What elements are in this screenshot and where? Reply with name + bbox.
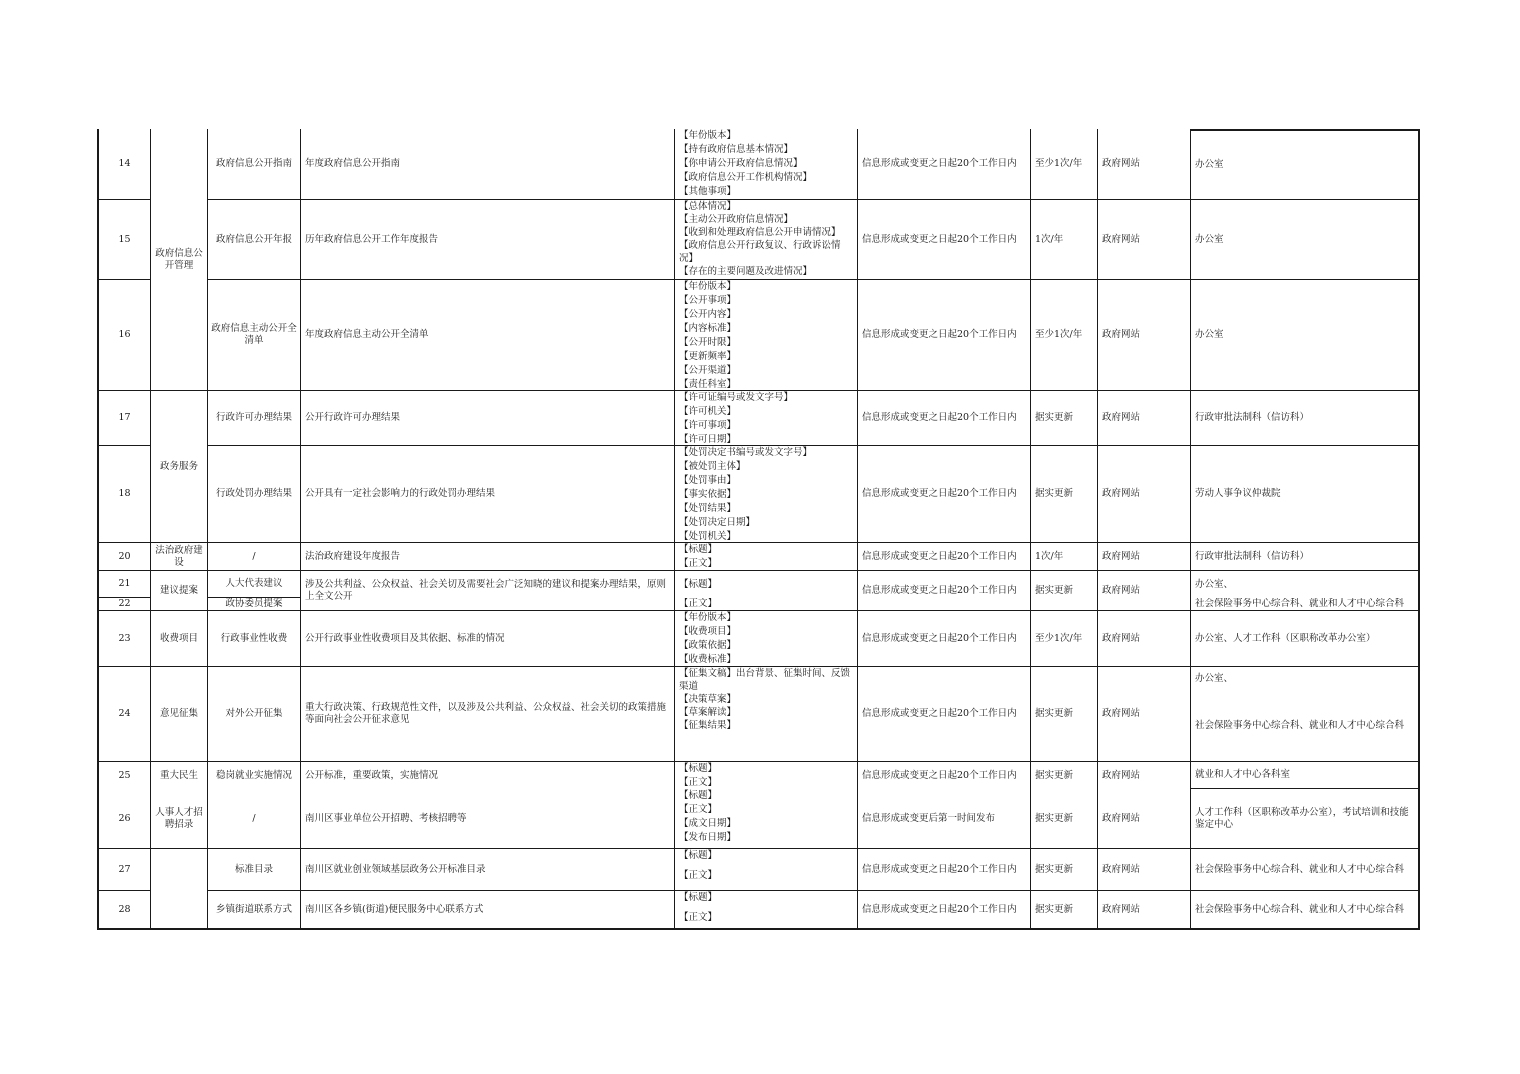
item-cell: 人大代表建议 [208,571,301,598]
item-cell: 稳岗就业实施情况 [208,762,301,789]
department-cell: 办公室、 [1191,571,1420,598]
department-cell: 社会保险事务中心综合科、就业和人才中心综合科 [1191,891,1420,930]
content-cell: 年度政府信息公开指南 [301,129,675,200]
channel-cell: 政府网站 [1098,789,1191,849]
department-cell: 办公室 [1191,129,1420,200]
element-item: 【公开内容】 [679,309,737,320]
department-line: 办公室、 [1195,673,1234,684]
frequency-cell: 至少1次/年 [1031,280,1098,391]
item-cell: 对外公开征集 [208,667,301,762]
frequency-cell: 1次/年 [1031,200,1098,280]
element-item: 【总体情况】 [679,201,737,212]
content-cell: 重大行政决策、行政规范性文件，以及涉及公共利益、公众权益、社会关切的政策措施等面向社会公开征求意见 [301,667,675,762]
time-limit-cell: 信息形成或变更之日起20个工作日内 [858,543,1031,571]
element-item: 【标题】 [679,763,718,774]
time-limit-cell: 信息形成或变更之日起20个工作日内 [858,762,1031,789]
element-item: 【公开事项】 [679,295,737,306]
elements-cell [675,391,858,446]
row-number: 18 [97,446,151,543]
element-item: 【正文】 [679,598,718,609]
frequency-cell: 据实更新 [1031,571,1098,611]
element-item: 【许可证编号或发文字号】 [679,392,794,403]
row-number: 25 [97,762,151,789]
element-item: 【收费项目】 [679,626,737,637]
item-cell: 行政事业性收费 [208,611,301,667]
channel-cell: 政府网站 [1098,200,1191,280]
channel-cell: 政府网站 [1098,762,1191,789]
time-limit-cell: 信息形成或变更之日起20个工作日内 [858,280,1031,391]
department-cell: 办公室 [1191,280,1420,391]
element-item: 【正文】 [679,912,718,923]
content-cell: 公开行政事业性收费项目及其依据、标准的情况 [301,611,675,667]
element-item: 【标题】 [679,850,718,861]
time-limit-cell: 信息形成或变更后第一时间发布 [858,789,1031,849]
row-number: 14 [97,129,151,200]
element-item: 【你申请公开政府信息情况】 [679,158,803,169]
row-number: 22 [97,598,151,611]
element-item: 【许可机关】 [679,406,737,417]
category-cell: 重大民生 [151,762,208,789]
element-item: 【更新频率】 [679,351,737,362]
content-cell: 法治政府建设年度报告 [301,543,675,571]
channel-cell: 政府网站 [1098,129,1191,200]
channel-cell: 政府网站 [1098,849,1191,891]
department-cell: 办公室 [1191,200,1420,280]
time-limit-cell: 信息形成或变更之日起20个工作日内 [858,891,1031,930]
elements-cell [675,129,858,200]
frequency-cell: 据实更新 [1031,891,1098,930]
department-cell: 就业和人才中心各科室 [1191,762,1420,789]
frequency-cell: 据实更新 [1031,762,1098,789]
content-cell: 南川区就业创业领域基层政务公开标准目录 [301,849,675,891]
item-cell: 乡镇街道联系方式 [208,891,301,930]
row-number: 28 [97,891,151,930]
elements-cell [675,891,858,930]
department-cell: 社会保险事务中心综合科、就业和人才中心综合科 [1191,598,1420,611]
element-item: 【主动公开政府信息情况】 [679,214,794,225]
element-item: 【处罚决定书编号或发文字号】 [679,447,813,458]
row-number: 26 [97,789,151,849]
time-limit-cell: 信息形成或变更之日起20个工作日内 [858,446,1031,543]
channel-cell: 政府网站 [1098,391,1191,446]
element-item: 【处罚事由】 [679,475,737,486]
row-number: 15 [97,200,151,280]
category-cell: 法治政府建设 [151,543,208,571]
element-item: 【标题】 [679,544,718,555]
element-item: 【公开渠道】 [679,365,737,376]
elements-cell [675,543,858,571]
department-cell: 办公室、人才工作科（区职称改革办公室） [1191,611,1420,667]
element-item: 【存在的主要问题及改进情况】 [679,266,813,277]
element-item: 【处罚结果】 [679,503,737,514]
element-item: 【其他事项】 [679,186,737,197]
element-item: 【标题】 [679,578,718,590]
frequency-cell: 据实更新 [1031,849,1098,891]
item-cell: / [208,789,301,849]
content-cell: 南川区各乡镇(街道)便民服务中心联系方式 [301,891,675,930]
frequency-cell: 据实更新 [1031,789,1098,849]
row-number: 23 [97,611,151,667]
content-cell: 涉及公共利益、公众权益、社会关切及需要社会广泛知晓的建议和提案办理结果，原则上全文公开 [301,571,675,611]
time-limit-cell: 信息形成或变更之日起20个工作日内 [858,667,1031,762]
channel-cell: 政府网站 [1098,280,1191,391]
content-cell: 历年政府信息公开工作年度报告 [301,200,675,280]
element-item: 【处罚决定日期】 [679,517,756,528]
frequency-cell: 至少1次/年 [1031,129,1098,200]
element-item: 【年份版本】 [679,281,737,292]
elements-cell [675,446,858,543]
element-item: 【处罚机关】 [679,531,737,542]
frequency-cell: 据实更新 [1031,446,1098,543]
element-item: 【年份版本】 [679,130,737,141]
element-item: 【标题】 [679,892,718,903]
item-cell: 政府信息公开年报 [208,200,301,280]
frequency-cell: 据实更新 [1031,667,1098,762]
channel-cell: 政府网站 [1098,543,1191,571]
item-cell: 政协委员提案 [208,598,301,611]
element-item: 【正文】 [679,777,718,788]
row-number: 24 [97,667,151,762]
element-item: 【正文】 [679,558,718,569]
channel-cell: 政府网站 [1098,571,1191,611]
element-item: 【决策草案】 [679,694,737,705]
item-cell: 行政许可办理结果 [208,391,301,446]
elements-cell [675,280,858,391]
row-number: 21 [97,571,151,598]
element-item: 【收到和处理政府信息公开申请情况】 [679,227,841,238]
department-cell: 劳动人事争议仲裁院 [1191,446,1420,543]
elements-cell [675,571,858,598]
department-cell: 社会保险事务中心综合科、就业和人才中心综合科 [1191,849,1420,891]
channel-cell: 政府网站 [1098,611,1191,667]
category-cell: 政务服务 [151,391,208,543]
row-number: 16 [97,280,151,391]
element-item: 【政府信息公开行政复议、行政诉讼情况】 [679,240,841,264]
department-cell [1191,667,1420,762]
department-cell: 行政审批法制科（信访科） [1191,391,1420,446]
element-item: 【政策依据】 [679,640,737,651]
frequency-cell: 据实更新 [1031,391,1098,446]
element-item: 【公开时限】 [679,337,737,348]
elements-cell [675,762,858,789]
element-item: 【标题】 [679,790,718,801]
element-item: 【许可事项】 [679,420,737,431]
item-cell: / [208,543,301,571]
row-number: 17 [97,391,151,446]
time-limit-cell: 信息形成或变更之日起20个工作日内 [858,129,1031,200]
category-cell: 人事人才招聘招录 [151,789,208,849]
department-cell: 人才工作科（区职称改革办公室），考试培训和技能鉴定中心 [1191,789,1420,849]
channel-cell: 政府网站 [1098,667,1191,762]
category-cell-empty [151,849,208,930]
element-item: 【成文日期】 [679,818,737,829]
time-limit-cell: 信息形成或变更之日起20个工作日内 [858,849,1031,891]
element-item: 【收费标准】 [679,654,737,665]
element-item: 【许可日期】 [679,434,737,445]
element-item: 【征集文稿】出台背景、征集时间、反馈渠道 [679,668,851,692]
item-cell: 标准目录 [208,849,301,891]
element-item: 【被处罚主体】 [679,461,746,472]
channel-cell: 政府网站 [1098,891,1191,930]
element-item: 【内容标准】 [679,323,737,334]
content-cell: 公开行政许可办理结果 [301,391,675,446]
category-cell: 收费项目 [151,611,208,667]
element-item: 【年份版本】 [679,612,737,623]
element-item: 【事实依据】 [679,489,737,500]
content-cell: 南川区事业单位公开招聘、考核招聘等 [301,789,675,849]
elements-cell [675,598,858,611]
elements-cell [675,200,858,280]
row-number: 20 [97,543,151,571]
time-limit-cell: 信息形成或变更之日起20个工作日内 [858,391,1031,446]
element-item: 【责任科室】 [679,379,737,390]
elements-cell [675,667,858,762]
frequency-cell: 至少1次/年 [1031,611,1098,667]
item-cell: 政府信息主动公开全清单 [208,280,301,391]
elements-cell [675,849,858,891]
item-cell: 行政处罚办理结果 [208,446,301,543]
time-limit-cell: 信息形成或变更之日起20个工作日内 [858,611,1031,667]
element-item: 【政府信息公开工作机构情况】 [679,172,813,183]
element-item: 【草案解读】 [679,707,737,718]
element-item: 【正文】 [679,870,718,881]
content-cell: 公开具有一定社会影响力的行政处罚办理结果 [301,446,675,543]
department-cell: 行政审批法制科（信访科） [1191,543,1420,571]
category-cell: 政府信息公开管理 [151,129,208,391]
element-item: 【征集结果】 [679,720,737,731]
element-item: 【持有政府信息基本情况】 [679,144,794,155]
elements-cell [675,789,858,849]
row-number: 27 [97,849,151,891]
content-cell: 公开标准，重要政策，实施情况 [301,762,675,789]
element-item: 【正文】 [679,804,718,815]
frequency-cell: 1次/年 [1031,543,1098,571]
item-cell: 政府信息公开指南 [208,129,301,200]
element-item: 【发布日期】 [679,832,737,843]
category-cell: 意见征集 [151,667,208,762]
content-cell: 年度政府信息主动公开全清单 [301,280,675,391]
category-cell: 建议提案 [151,571,208,611]
channel-cell: 政府网站 [1098,446,1191,543]
time-limit-cell: 信息形成或变更之日起20个工作日内 [858,571,1031,611]
department-line: 社会保险事务中心综合科、就业和人才中心综合科 [1195,720,1405,731]
elements-cell [675,611,858,667]
time-limit-cell: 信息形成或变更之日起20个工作日内 [858,200,1031,280]
